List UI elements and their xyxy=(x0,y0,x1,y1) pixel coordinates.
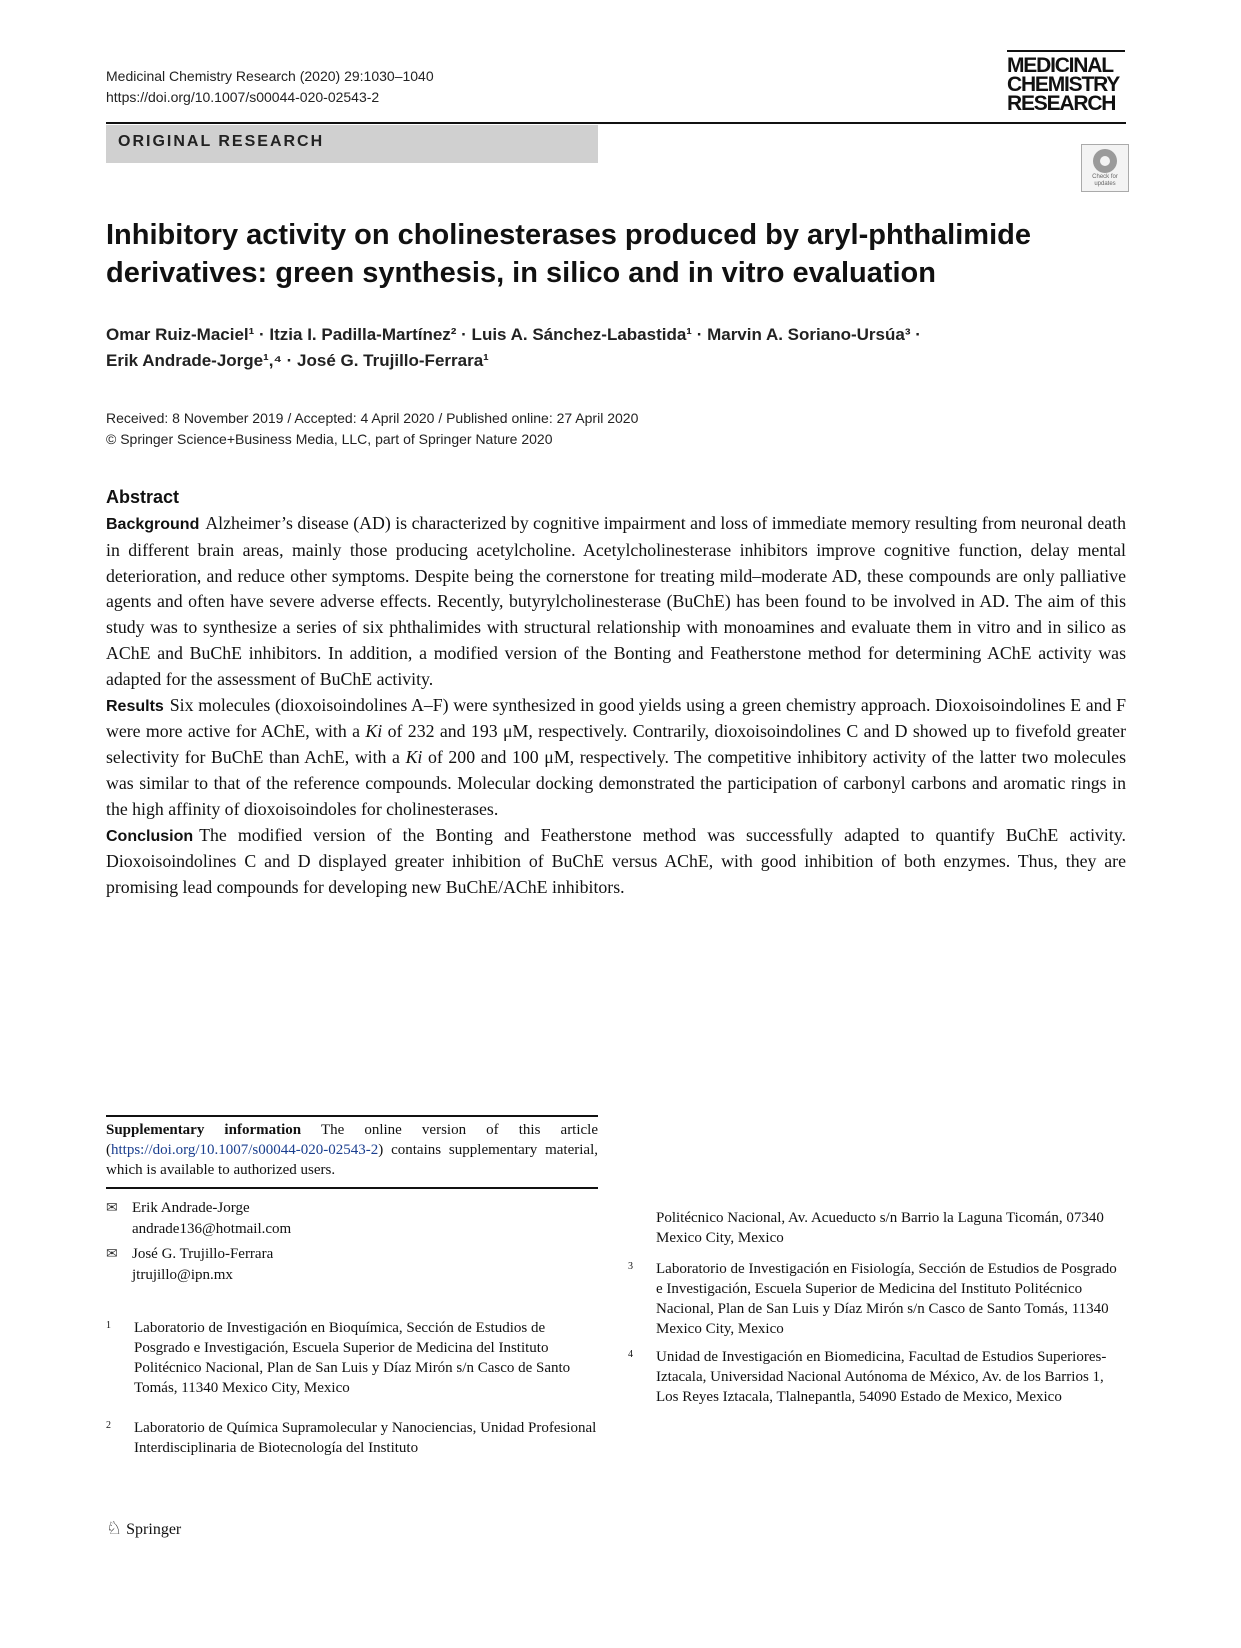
doi-link[interactable]: https://doi.org/10.1007/s00044-020-02543-2 xyxy=(106,89,380,105)
ki-symbol-2: Ki xyxy=(405,747,423,768)
affiliation-4 xyxy=(628,1347,1126,1407)
logo-line-2: CHEMISTRY xyxy=(1007,73,1120,96)
article-dates xyxy=(106,408,638,450)
logo-line-1: MEDICINAL xyxy=(1007,54,1113,77)
affiliation-text: Unidad de Investigación en Biomedicina, Facultad de Estudios Superiores-Iztacala, Universidad Nacional Autónoma de México, Av. de los Barrios 1, Los Reyes Iztacala, Tlalnepantla, 54090 Estado de Mexico, Mexico xyxy=(656,1349,1107,1405)
history-dates: Received: 8 November 2019 / Accepted: 4 April 2020 / Published online: 27 April 2020 xyxy=(106,410,639,426)
affiliation-number: 1 xyxy=(106,1320,111,1331)
envelope-icon: ✉ xyxy=(106,1201,118,1216)
ki-symbol-1: Ki xyxy=(365,721,383,742)
correspondent-name: José G. Trujillo-Ferrara xyxy=(132,1246,274,1262)
results-text-3: of 200 and 100 μM, respectively. The competitive inhibitory activity of the latter two molecules was similar to that of the reference compounds. Molecular docking demonstrated the participation of carbonyl carbons and aromatic rings in the high affinity of dioxoisoindoles for cholinesterases. xyxy=(106,747,1126,819)
results-label: Results xyxy=(106,697,164,715)
abstract-background xyxy=(106,511,1126,693)
supplementary-info xyxy=(106,1120,598,1180)
publisher-name: Springer xyxy=(126,1521,182,1538)
abstract-heading: Abstract xyxy=(106,487,180,507)
springer-horse-icon: ♘ xyxy=(106,1518,123,1538)
correspondent-2 xyxy=(106,1244,273,1285)
background-text: Alzheimer’s disease (AD) is characterized by cognitive impairment and loss of immediate memory resulting from neuronal death in different brain areas, mainly those producing acetylcholine. Acetylcholinesterase inhibitors improve cognitive function, delay mental deterioration, and reduce other symptoms. Despite being the cornerstone for treating mild–moderate AD, these compounds are only palliative agents and often have severe adverse effects. Recently, butyrylcholinesterase (BuChE) has been found to be involved in AD. The aim of this study was to synthesize a series of six phthalimides with structural relationship with monoamines and evaluate them in vitro and in silico as AChE and BuChE inhibitors. In addition, a modified version of the Bonting and Featherstone method for determining AChE activity was adapted for the assessment of BuChE activity. xyxy=(106,513,1126,689)
supp-label: Supplementary information xyxy=(106,1122,302,1138)
affiliation-2 xyxy=(106,1418,598,1458)
correspondent-name: Erik Andrade-Jorge xyxy=(132,1200,250,1216)
journal-logo xyxy=(1007,50,1125,113)
correspondent-1 xyxy=(106,1198,291,1239)
conclusion-text: The modified version of the Bonting and Featherstone method was successfully adapted to quantify BuChE activity. Dioxoisoindolines C and D displayed greater inhibition of BuChE versus AChE, with good inhibition of both enzymes. Thus, they are promising lead compounds for developing new BuChE/AChE inhibitors. xyxy=(106,824,1126,898)
conclusion-label: Conclusion xyxy=(106,827,194,845)
results-text-2: of 232 and 193 μM, respectively. Contrarily, dioxoisoindolines C and D showed up to fivefold greater selectivity for BuChE than AchE, with a xyxy=(106,721,1126,768)
supp-text-2: ) contains supplementary material, which is available to authorized users. xyxy=(106,1142,598,1178)
section-banner xyxy=(106,125,598,163)
correspondent-email[interactable]: andrade136@hotmail.com xyxy=(132,1221,292,1237)
abstract-body xyxy=(106,511,1126,901)
affiliation-text: Politécnico Nacional, Av. Acueducto s/n Barrio la Laguna Ticomán, 07340 Mexico City, Mexico xyxy=(656,1210,1104,1246)
affiliation-text: Laboratorio de Investigación en Fisiología, Sección de Estudios de Posgrado e Investigación, Escuela Superior de Medicina del Instituto Politécnico Nacional, Plan de San Luis y Díaz Mirón s/n Casco de Santo Tomás, 11340 Mexico City, Mexico xyxy=(656,1261,1117,1337)
section-label: ORIGINAL RESEARCH xyxy=(118,133,325,150)
journal-header xyxy=(106,66,434,108)
envelope-icon: ✉ xyxy=(106,1247,118,1262)
title-line-1: Inhibitory activity on cholinesterases produced by aryl-phthalimide xyxy=(106,219,1031,251)
header-rule xyxy=(106,122,1126,124)
affiliation-1 xyxy=(106,1318,598,1398)
publisher-footer xyxy=(106,1518,181,1539)
affiliation-number: 3 xyxy=(628,1261,633,1272)
authors-line-1: Omar Ruiz-Maciel¹ · Itzia I. Padilla-Martínez² · Luis A. Sánchez-Labastida¹ · Marvin A. Soriano-Ursúa³ · xyxy=(106,325,921,344)
article-title xyxy=(106,216,1116,292)
check-updates-text: Check for updates xyxy=(1092,174,1118,187)
footnote-rule-top xyxy=(106,1115,598,1117)
correspondent-email[interactable]: jtrujillo@ipn.mx xyxy=(132,1267,233,1283)
logo-line-3: RESEARCH xyxy=(1007,92,1116,115)
affiliation-number: 2 xyxy=(106,1420,111,1431)
background-label: Background xyxy=(106,516,200,533)
title-line-2: derivatives: green synthesis, in silico and in vitro evaluation xyxy=(106,257,936,289)
check-for-updates-badge[interactable] xyxy=(1081,144,1129,192)
copyright: © Springer Science+Business Media, LLC, part of Springer Nature 2020 xyxy=(106,431,553,447)
abstract-conclusion xyxy=(106,823,1126,901)
affiliation-text: Laboratorio de Química Supramolecular y Nanociencias, Unidad Profesional Interdisciplinaria de Biotecnología del Instituto xyxy=(134,1420,597,1456)
journal-citation: Medicinal Chemistry Research (2020) 29:1030–1040 xyxy=(106,68,434,84)
affiliation-3 xyxy=(628,1259,1126,1339)
authors-line-2: Erik Andrade-Jorge¹,⁴ · José G. Trujillo-Ferrara¹ xyxy=(106,351,489,370)
supp-text-1: The online version of this article ( xyxy=(106,1122,599,1158)
footnote-rule-bottom xyxy=(106,1187,598,1189)
supp-link[interactable]: https://doi.org/10.1007/s00044-020-02543-2 xyxy=(111,1142,379,1158)
update-icon xyxy=(1093,149,1117,173)
affiliation-2-cont xyxy=(628,1208,1126,1248)
affiliation-number: 4 xyxy=(628,1349,633,1360)
affiliation-text: Laboratorio de Investigación en Bioquímica, Sección de Estudios de Posgrado e Investigación, Escuela Superior de Medicina del Instituto Politécnico Nacional, Plan de San Luis y Díaz Mirón s/n Casco de Santo Tomás, 11340 Mexico City, Mexico xyxy=(134,1320,571,1396)
results-text-1: Six molecules (dioxoisoindolines A–F) were synthesized in good yields using a green chemistry approach. Dioxoisoindolines E and F were more active for AChE, with a xyxy=(106,694,1126,742)
abstract-results xyxy=(106,693,1126,823)
author-list xyxy=(106,322,1126,374)
